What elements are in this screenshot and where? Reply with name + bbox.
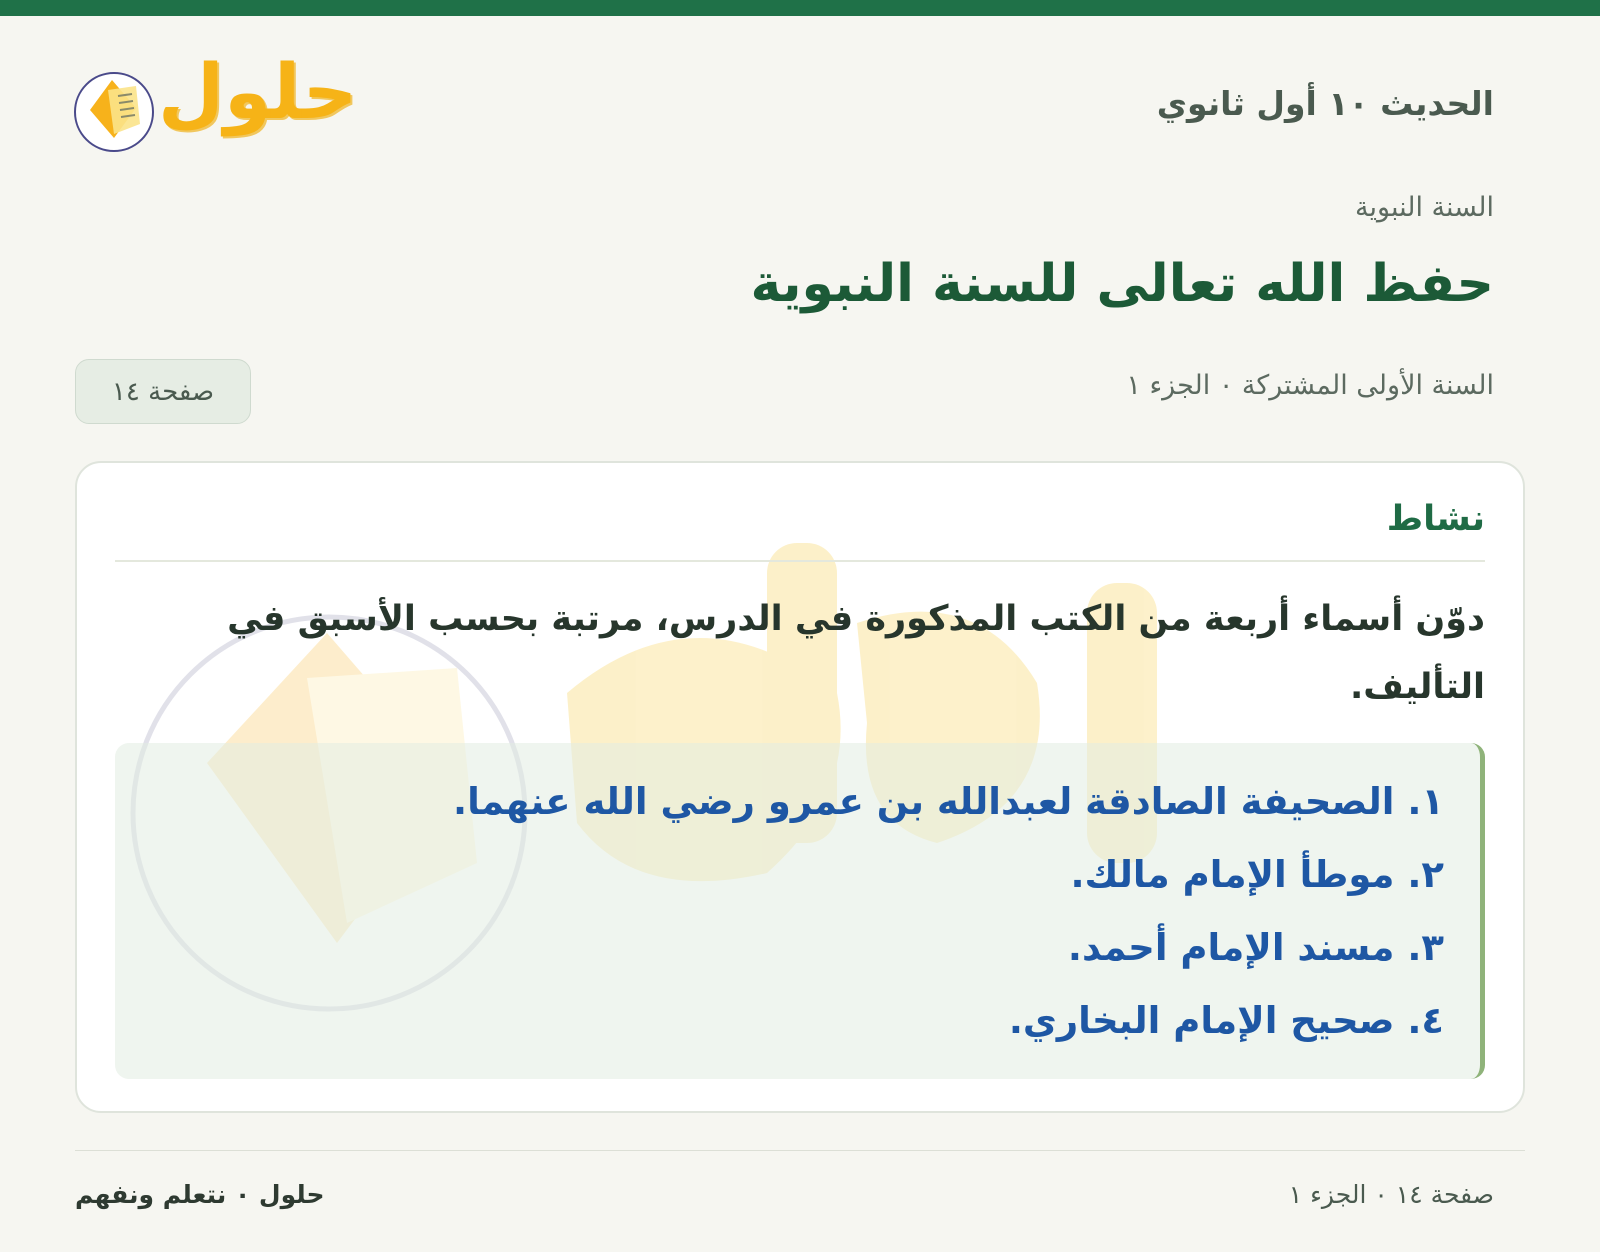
answer-item: ١. الصحيفة الصادقة لعبدالله بن عمرو رضي الله عنهما. xyxy=(453,780,1444,823)
answer-box xyxy=(115,743,1485,1079)
brand-logo[interactable] xyxy=(74,47,358,158)
footer-page-info: صفحة ١٤ ٠ الجزء ١ xyxy=(1288,1180,1494,1209)
footer-brand: حلول ٠ نتعلم ونفهم xyxy=(75,1180,325,1209)
course-meta: السنة الأولى المشتركة ٠ الجزء ١ xyxy=(1126,370,1494,401)
page-title: حفظ الله تعالى للسنة النبوية xyxy=(750,254,1494,314)
answer-item: ٣. مسند الإمام أحمد. xyxy=(1067,926,1444,969)
heading-divider xyxy=(115,560,1485,562)
page-badge: صفحة ١٤ xyxy=(75,359,251,424)
brand-wordmark: حلول xyxy=(158,47,358,136)
activity-card xyxy=(75,461,1525,1113)
book-diamond-icon xyxy=(74,50,164,158)
answer-item: ٢. موطأ الإمام مالك. xyxy=(1070,853,1444,896)
activity-question: دوّن أسماء أربعة من الكتب المذكورة في الدرس، مرتبة بحسب الأسبق في التأليف. xyxy=(227,599,1485,707)
top-accent-bar xyxy=(0,0,1600,16)
footer-divider xyxy=(75,1150,1525,1151)
activity-heading: نشاط xyxy=(1386,499,1485,539)
lesson-title: الحديث ١٠ أول ثانوي xyxy=(1156,84,1494,123)
answer-item: ٤. صحيح الإمام البخاري. xyxy=(1008,999,1444,1042)
subject-label: السنة النبوية xyxy=(1355,192,1494,223)
